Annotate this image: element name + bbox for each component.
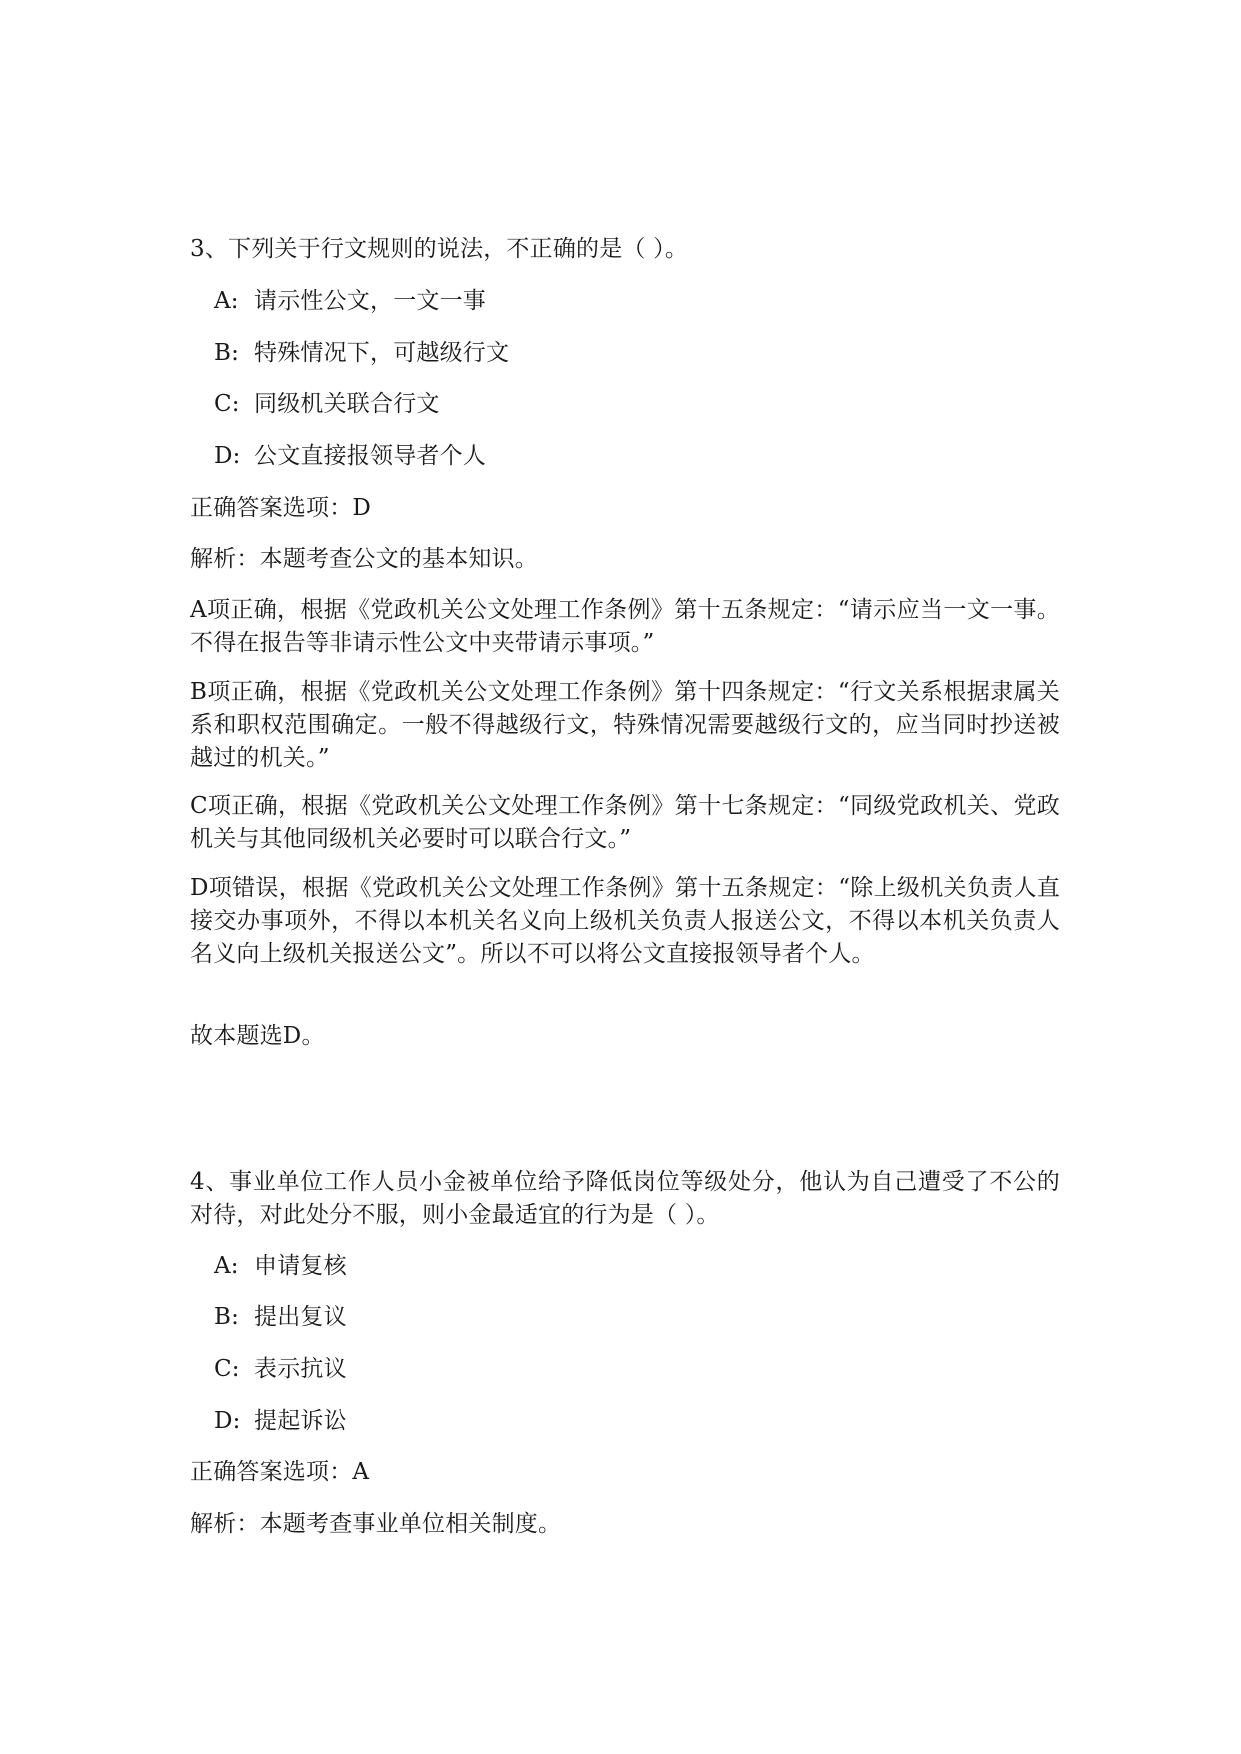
q3-option-b-label: B: xyxy=(214,340,240,366)
q4-option-b-label: B: xyxy=(214,1304,240,1330)
q4-option-d xyxy=(214,1405,1084,1437)
q4-option-a-text: 申请复核 xyxy=(254,1253,347,1279)
q4-answer: 正确答案选项：A xyxy=(190,1459,370,1485)
q3-option-c-text: 同级机关联合行文 xyxy=(254,391,440,417)
q4-option-d-label: D: xyxy=(214,1408,241,1434)
q4-option-c-label: C: xyxy=(214,1356,240,1382)
q3-option-d-label: D: xyxy=(214,443,241,469)
q4-analysis: 解析：本题考查事业单位相关制度。 xyxy=(190,1511,562,1537)
q3-analysis: 解析：本题考查公文的基本知识。 xyxy=(190,546,538,572)
q3-option-d xyxy=(214,440,1084,472)
q4-option-c xyxy=(214,1353,1084,1385)
q3-option-c-label: C: xyxy=(214,391,240,417)
q3-option-d-text: 公文直接报领导者个人 xyxy=(254,443,486,469)
q3-option-a xyxy=(214,285,1084,317)
q3-explanation-a: A项正确，根据《党政机关公文处理工作条例》第十五条规定：“请示应当一文一事。不得在报告等非请示性公文中夹带请示事项。” xyxy=(190,597,1060,656)
q3-stem: 3、下列关于行文规则的说法，不正确的是（ ）。 xyxy=(190,236,689,262)
q3-option-a-text: 请示性公文，一文一事 xyxy=(254,288,486,314)
q4-option-a xyxy=(214,1250,1084,1282)
q3-explanation-c: C项正确，根据《党政机关公文处理工作条例》第十七条规定：“同级党政机关、党政机关与其他同级机关必要时可以联合行文。” xyxy=(190,793,1060,852)
q3-option-a-label: A: xyxy=(214,288,239,314)
q4-option-a-label: A: xyxy=(214,1253,239,1279)
q4-option-d-text: 提起诉讼 xyxy=(254,1408,347,1434)
q3-conclusion: 故本题选D。 xyxy=(190,1023,325,1049)
q4-stem: 4、事业单位工作人员小金被单位给予降低岗位等级处分，他认为自己遭受了不公的对待，对此处分不服，则小金最适宜的行为是（ ）。 xyxy=(190,1169,1060,1228)
q3-explanation-d: D项错误，根据《党政机关公文处理工作条例》第十五条规定：“除上级机关负责人直接交办事项外，不得以本机关名义向上级机关负责人报送公文，不得以本机关负责人名义向上级机关报送公文”。所以不可以将公文直接报领导者个人。 xyxy=(190,875,1060,967)
q4-option-c-text: 表示抗议 xyxy=(254,1356,347,1382)
q3-option-b xyxy=(214,337,1084,369)
q3-option-b-text: 特殊情况下，可越级行文 xyxy=(254,340,510,366)
q4-option-b-text: 提出复议 xyxy=(254,1304,347,1330)
q3-option-c xyxy=(214,388,1084,420)
q3-answer: 正确答案选项：D xyxy=(190,495,372,521)
q3-explanation-b: B项正确，根据《党政机关公文处理工作条例》第十四条规定：“行文关系根据隶属关系和职权范围确定。一般不得越级行文，特殊情况需要越级行文的，应当同时抄送被越过的机关。” xyxy=(190,679,1060,771)
q4-option-b xyxy=(214,1301,1084,1333)
